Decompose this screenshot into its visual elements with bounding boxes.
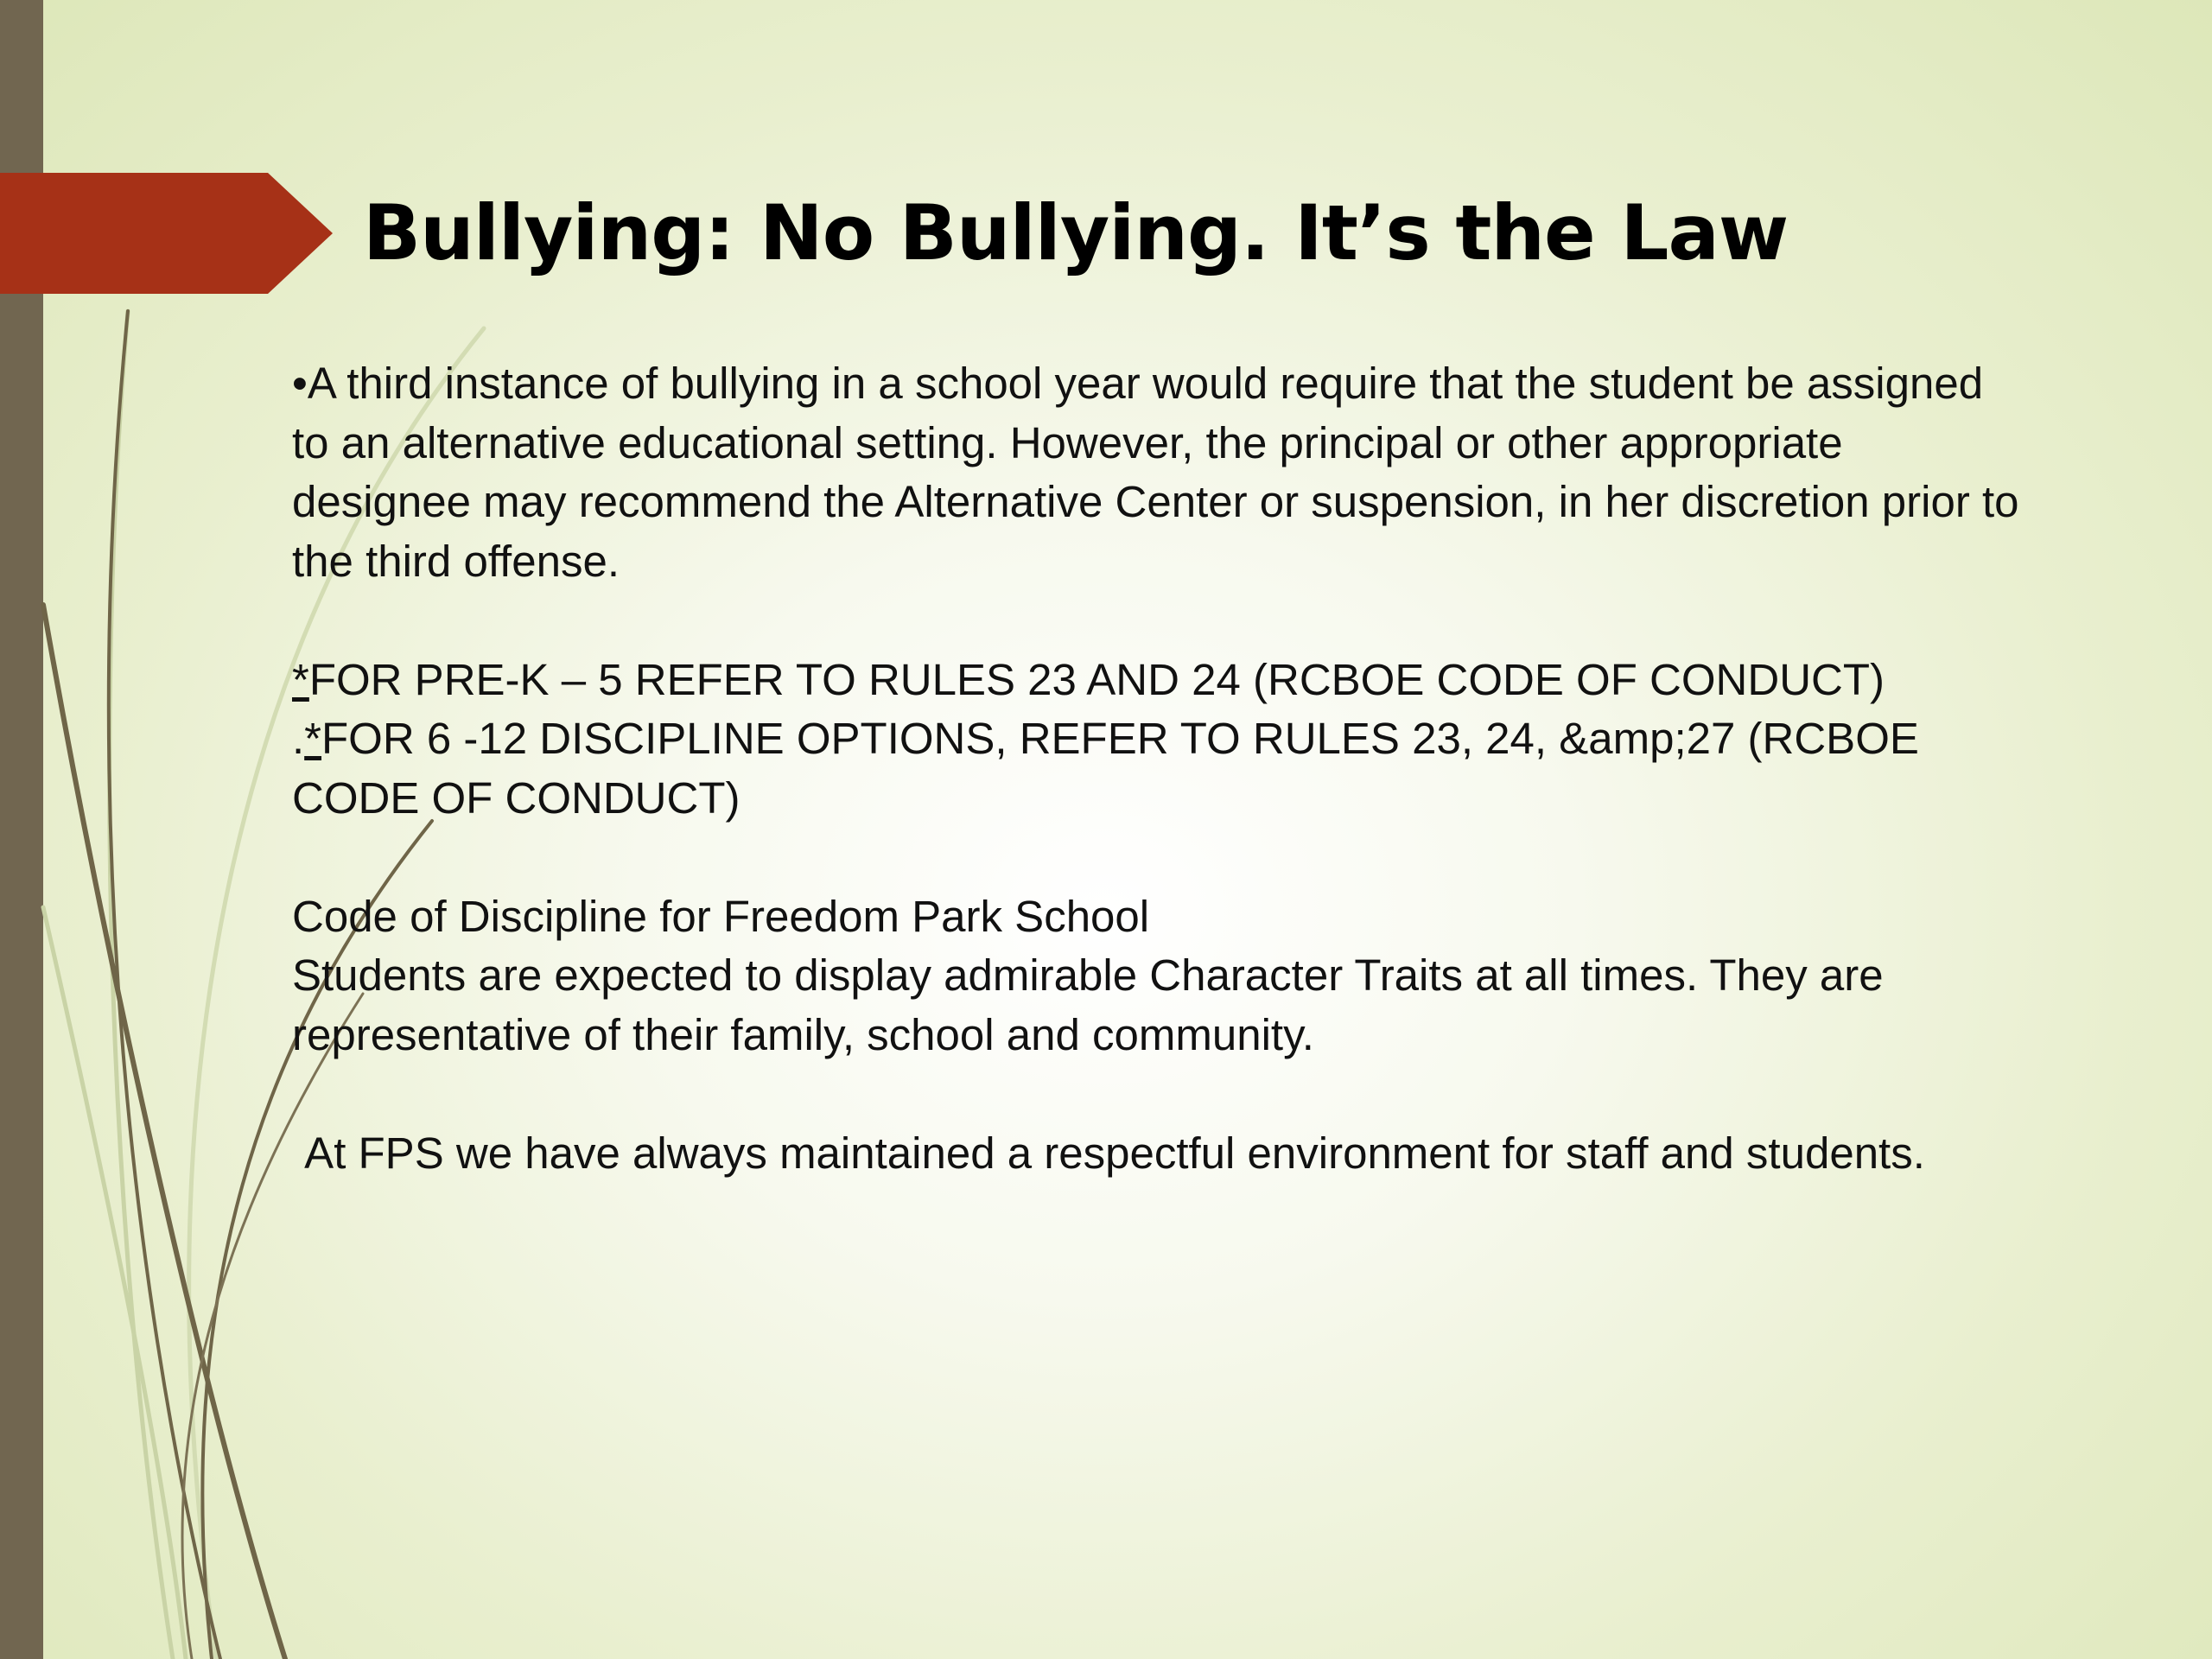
paragraph-pre-k-rules <box>292 651 2020 710</box>
asterisk-mark: * <box>304 714 322 763</box>
spacer <box>292 828 2020 887</box>
paragraph-text: A third instance of bullying in a school year would require that the student be assigned to an alternative educational setting. However, the principal or other appropriate designee may recommend the Alternative Center or suspension, in her discretion prior to the third offense. <box>292 359 2031 586</box>
slide-title: Bullying: No Bullying. It’s the Law <box>363 188 1789 277</box>
asterisk-mark: * <box>292 654 309 704</box>
paragraph-text: FOR 6 -12 DISCIPLINE OPTIONS, REFER TO RULES 23, 24, &amp;27 (RCBOE CODE OF CONDUCT) <box>292 714 1932 823</box>
prefix-mark: . <box>292 714 305 763</box>
spacer <box>292 1065 2020 1124</box>
slide-content <box>292 354 2031 1183</box>
spacer <box>292 591 2020 651</box>
paragraph-6-12-rules <box>292 709 2020 828</box>
paragraph-bullying-third-instance <box>292 354 2031 591</box>
paragraph-text: FOR PRE-K – 5 REFER TO RULES 23 AND 24 (RCBOE CODE OF CONDUCT) <box>308 654 1885 704</box>
code-of-discipline-heading: Code of Discipline for Freedom Park School <box>292 891 1150 941</box>
paragraph-character-traits: Students are expected to display admirable Character Traits at all times. They are representative of their family, school and community. <box>292 950 1896 1059</box>
title-arrow-icon <box>0 173 333 294</box>
paragraph-respectful-environment: At FPS we have always maintained a respectful environment for staff and students. <box>292 1128 1925 1178</box>
bullet-icon: • <box>292 359 308 408</box>
